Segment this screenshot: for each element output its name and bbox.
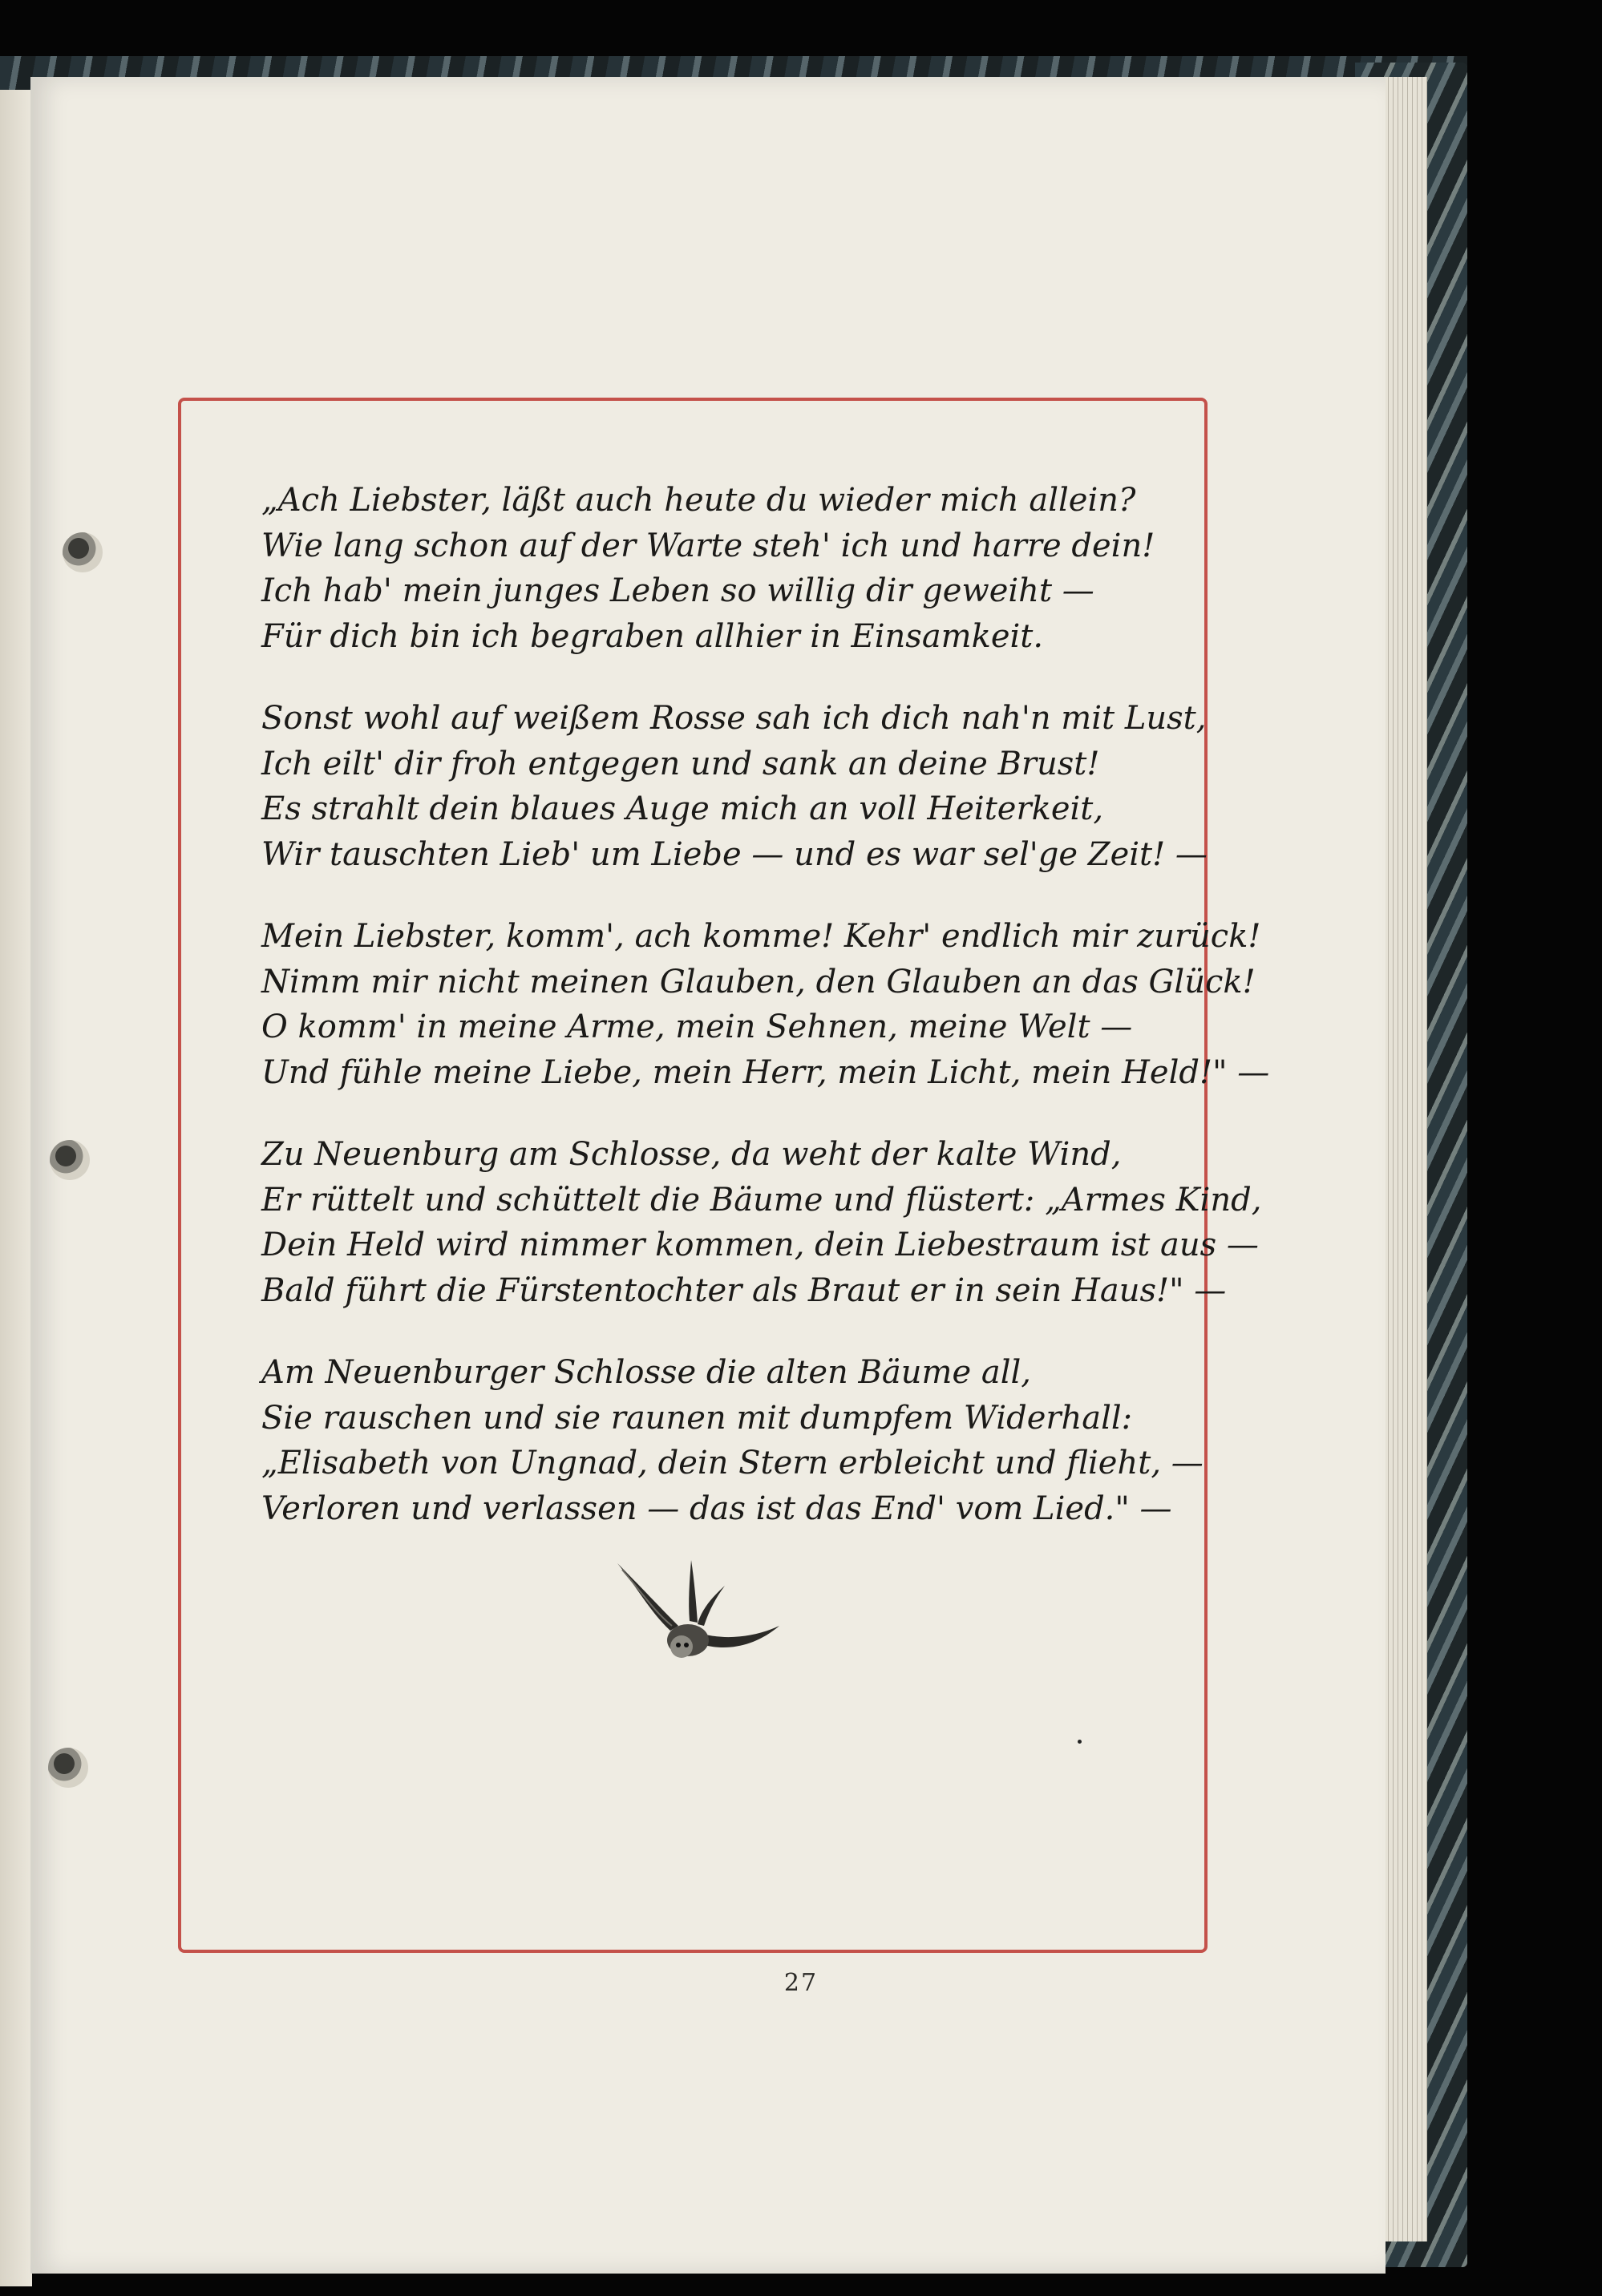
- ink-speck: [1078, 1740, 1082, 1744]
- poem-line: Es strahlt dein blaues Auge mich an voll Heiterkeit,: [261, 790, 1104, 827]
- left-page-edge: [0, 90, 32, 2286]
- punch-hole-icon: [63, 532, 103, 572]
- punch-hole-icon: [48, 1748, 88, 1788]
- poem-line: Für dich bin ich begraben allhier in Einsamkeit.: [261, 617, 1044, 655]
- punch-hole-icon: [50, 1140, 90, 1180]
- poem-line: Am Neuenburger Schlosse die alten Bäume all,: [261, 1354, 1031, 1391]
- poem-line: „Ach Liebster, läßt auch heute du wieder mich allein?: [261, 482, 1136, 519]
- page-number: 27: [783, 1969, 819, 1997]
- poem-line: Sonst wohl auf weißem Rosse sah ich dich nah'n mit Lust,: [261, 700, 1207, 737]
- stanza-1: [261, 478, 1175, 659]
- poem-line: Bald führt die Fürstentochter als Braut er in sein Haus!" —: [261, 1271, 1227, 1309]
- poem-line: „Elisabeth von Ungnad, dein Stern erbleicht und flieht, —: [261, 1445, 1204, 1481]
- poem-line: Verloren und verlassen — das ist das End' vom Lied." —: [261, 1490, 1172, 1527]
- poem-line: Wie lang schon auf der Warte steh' ich und harre dein!: [261, 527, 1155, 564]
- poem-line: Sie rauschen und sie raunen mit dumpfem Widerhall:: [261, 1399, 1133, 1437]
- poem: [261, 478, 1270, 1568]
- stanza-2: [261, 696, 1208, 877]
- poem-line: Mein Liebster, komm', ach komme! Kehr' endlich mir zurück!: [261, 918, 1261, 955]
- poem-line: Dein Held wird nimmer kommen, dein Liebestraum ist aus —: [261, 1227, 1259, 1263]
- poem-line: O komm' in meine Arme, mein Sehnen, meine Welt —: [261, 1009, 1133, 1045]
- poem-line: Und fühle meine Liebe, mein Herr, mein Licht, mein Held!" —: [261, 1053, 1270, 1091]
- poem-line: Er rüttelt und schüttelt die Bäume und flüstert: „Armes Kind,: [261, 1181, 1262, 1219]
- poem-line: Ich hab' mein junges Leben so willig dir geweiht —: [261, 572, 1094, 609]
- poem-line: Wir tauschten Lieb' um Liebe — und es war sel'ge Zeit! —: [261, 835, 1208, 873]
- swallow-icon: [614, 1557, 783, 1667]
- stanza-3: [261, 914, 1270, 1095]
- stanza-5: [261, 1350, 1204, 1531]
- poem-line: Nimm mir nicht meinen Glauben, den Glauben an das Glück!: [261, 963, 1256, 1000]
- poem-line: Zu Neuenburg am Schlosse, da weht der kalte Wind,: [261, 1136, 1122, 1173]
- page-leaves: [1379, 77, 1427, 2241]
- stanza-4: [261, 1132, 1262, 1313]
- poem-line: Ich eilt' dir froh entgegen und sank an deine Brust!: [261, 745, 1100, 782]
